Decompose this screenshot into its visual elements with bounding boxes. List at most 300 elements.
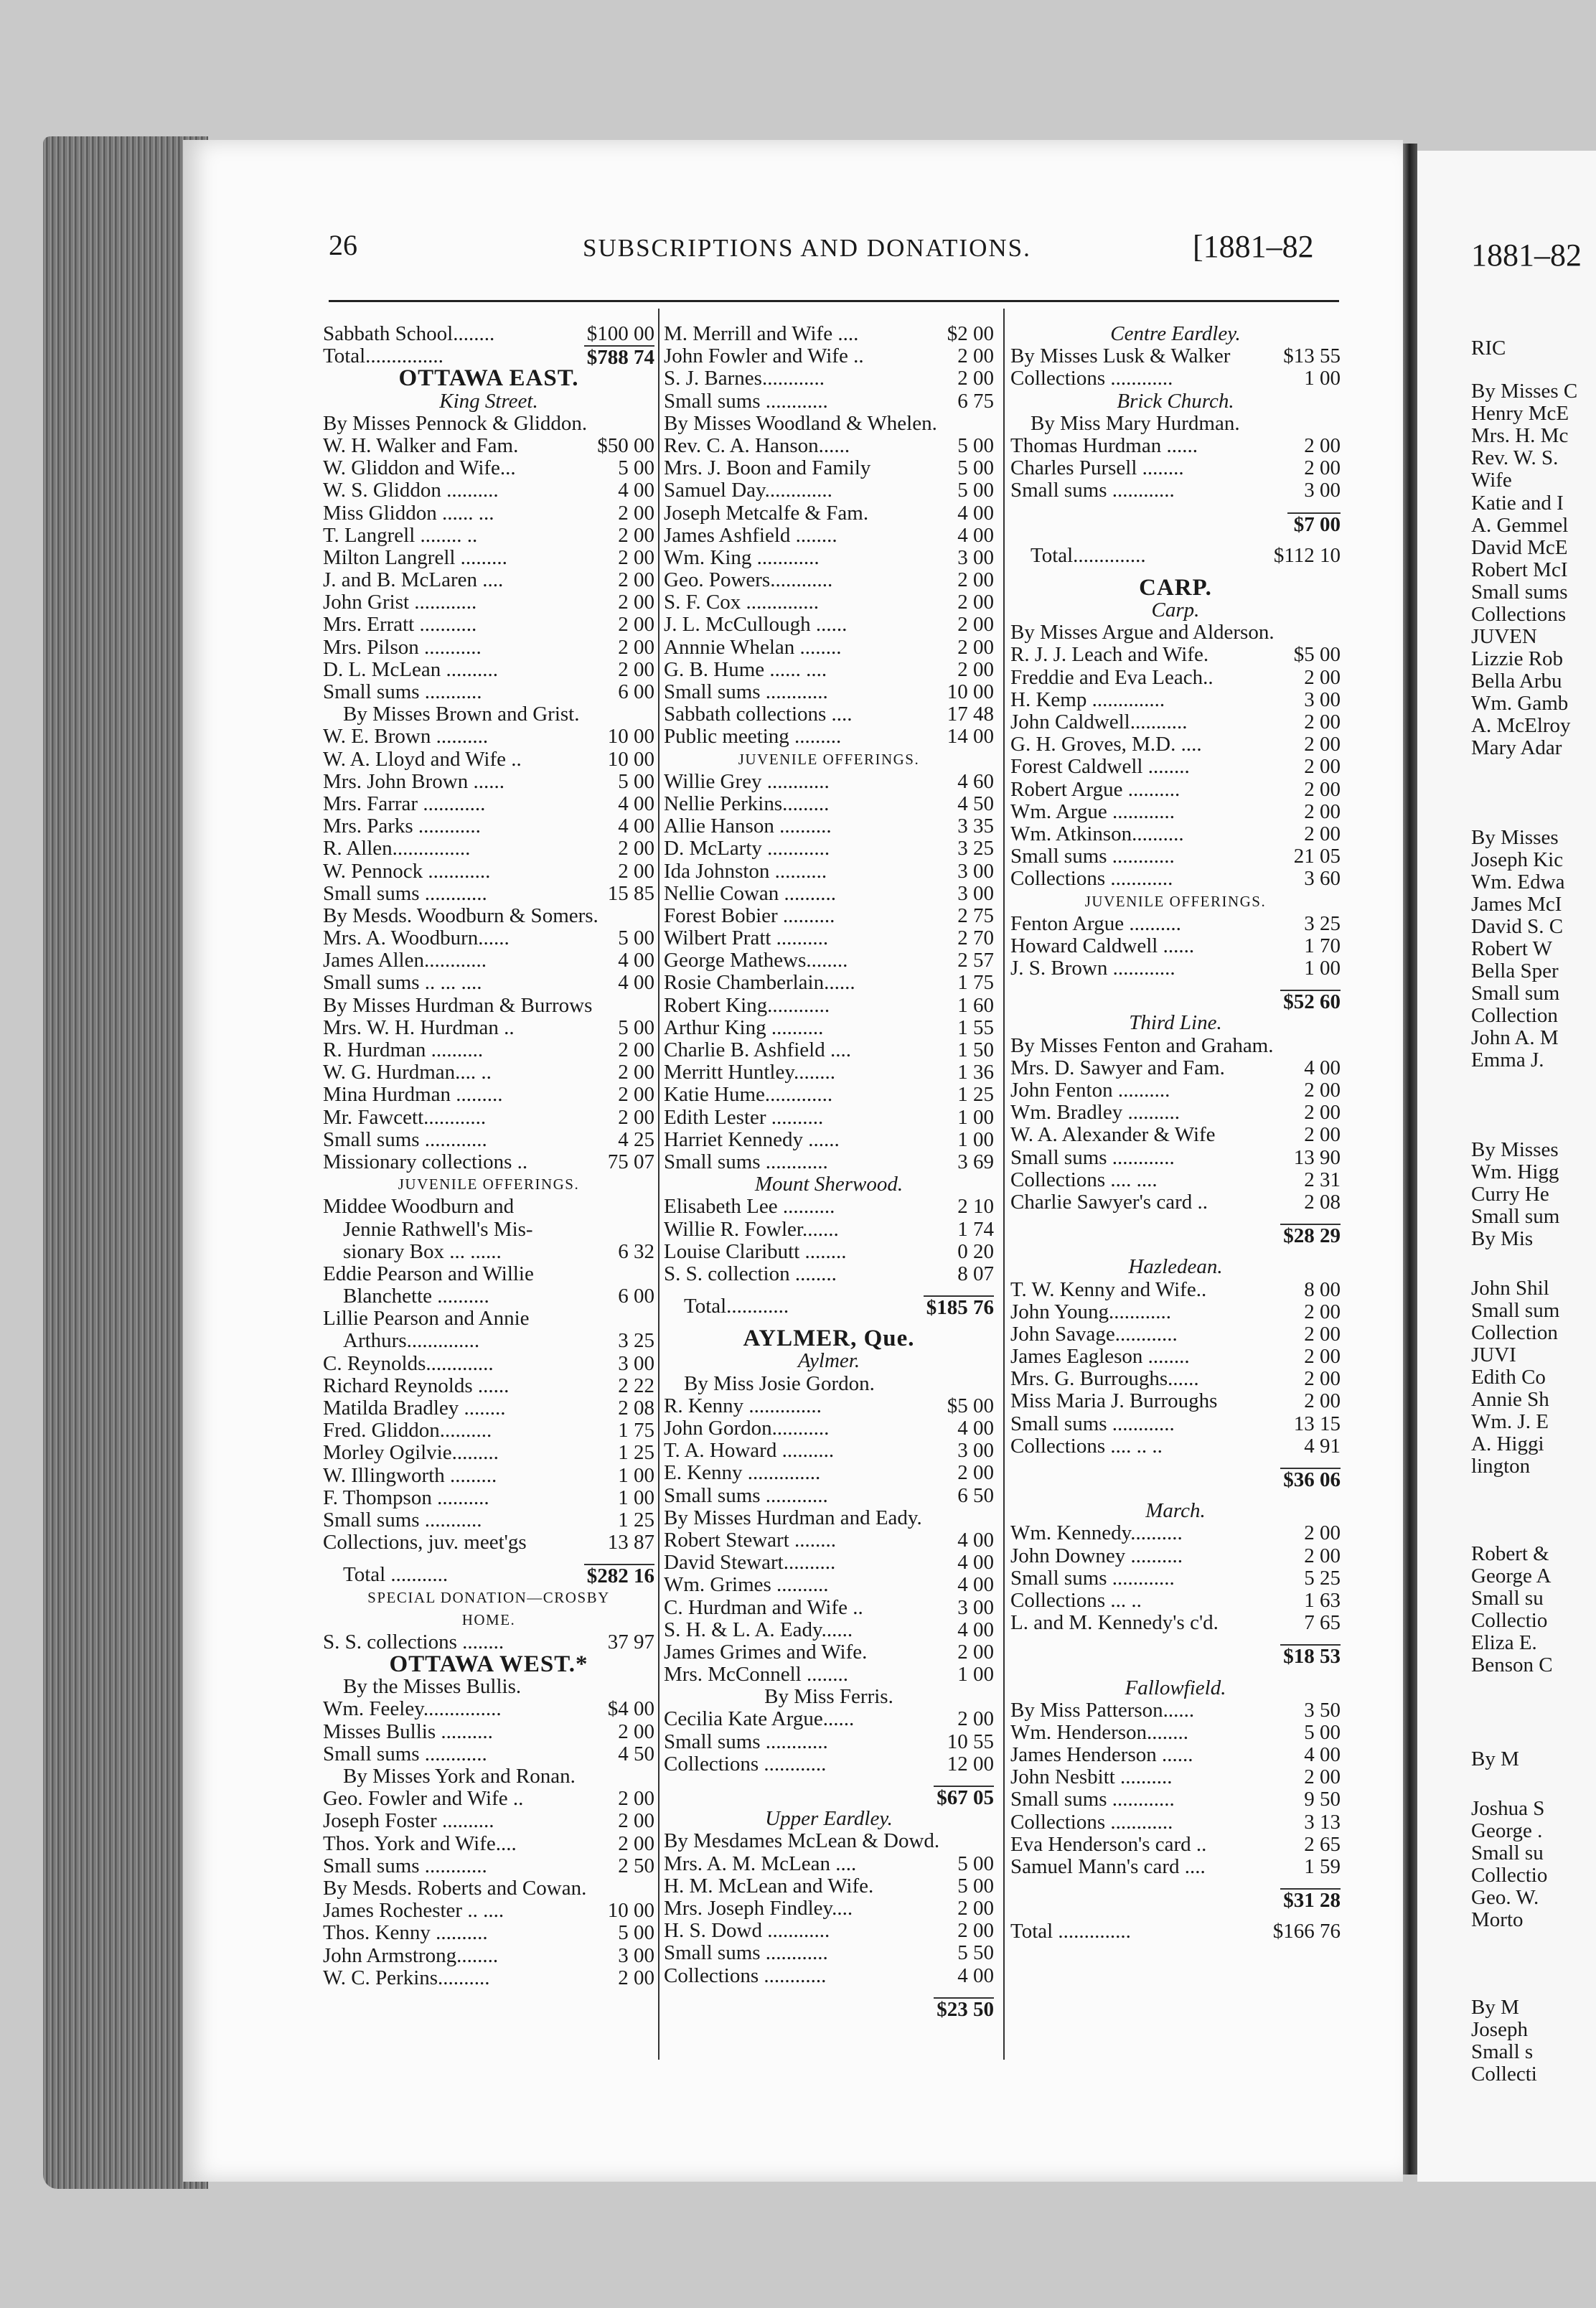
ledger-row: [664, 1039, 994, 1061]
ledger-row: [323, 1285, 654, 1308]
right-page-line: Morto: [1471, 1908, 1524, 1931]
entry-amount: 2 00: [618, 1966, 654, 1989]
entry-amount: 2 75: [957, 904, 994, 927]
entry-name: R. J. J. Leach and Wife.: [1010, 644, 1209, 667]
entry-amount: $23 50: [934, 1997, 994, 2020]
right-page-line: Katie and I: [1471, 492, 1564, 515]
entry-name: Forest Caldwell ........: [1010, 756, 1190, 779]
entry-amount: 3 00: [1304, 479, 1341, 502]
entry-amount: 2 00: [618, 1787, 654, 1811]
ledger-row: [1010, 1766, 1341, 1788]
entry-amount: 2 00: [1304, 1322, 1341, 1346]
entry-amount: 1 74: [957, 1217, 994, 1241]
entry-name: Blanchette ..........: [343, 1285, 489, 1308]
spacer: [1010, 1878, 1341, 1888]
entry-amount: 5 00: [618, 1921, 654, 1945]
ledger-row: [1010, 779, 1341, 801]
ledger-row: [1010, 1612, 1341, 1634]
ledger-row: [1010, 1169, 1341, 1191]
ledger-row: [323, 1564, 654, 1586]
ledger-row: [1010, 1124, 1341, 1146]
ledger-row: [1010, 367, 1341, 390]
entry-name: Willie R. Fowler.......: [664, 1218, 839, 1241]
ledger-row: [664, 591, 994, 614]
entry-amount: 1 55: [957, 1015, 994, 1039]
right-page-line: Small su: [1471, 1842, 1544, 1864]
collector-line: By Misses Hurdman and Eady.: [664, 1506, 922, 1529]
entry-amount: 2 00: [618, 1809, 654, 1833]
right-page-line: By M: [1471, 1996, 1519, 2019]
ledger-row: [323, 1330, 654, 1352]
ledger-row: [664, 1017, 994, 1039]
ledger-row: [323, 1810, 654, 1832]
subsection-heading: Fallowfield.: [1125, 1676, 1226, 1699]
entry-name: John Nesbitt ..........: [1010, 1766, 1173, 1789]
entry-name: Collections ............: [1010, 367, 1173, 390]
entry-amount: 6 50: [957, 1483, 994, 1507]
ledger-row: [1010, 711, 1341, 733]
entry-name: [1010, 1224, 1280, 1246]
ledger-row: [1010, 1888, 1341, 1913]
right-page-line: George .: [1471, 1819, 1543, 1842]
ledger-row: [1010, 957, 1341, 980]
entry-name: R. Hurdman ..........: [323, 1039, 484, 1061]
entry-amount: 3 50: [1304, 1698, 1341, 1722]
entry-amount: 4 00: [957, 1528, 994, 1552]
ledger-row: [664, 726, 994, 748]
ledger-row: [1010, 1147, 1341, 1169]
entry-name: Joseph Foster ..........: [323, 1810, 494, 1833]
ledger-row: [323, 1353, 654, 1375]
ledger-row: [1010, 1699, 1341, 1722]
entry-name: Milton Langrell .........: [323, 546, 507, 569]
column-3: [1010, 323, 1341, 1943]
entry-name: Annnie Whelan ........: [664, 636, 842, 659]
entry-amount: 13 15: [1293, 1412, 1341, 1435]
spacer: [1010, 1667, 1341, 1677]
ledger-row: [323, 1945, 654, 1967]
entry-name: Mrs. Parks ............: [323, 815, 481, 838]
ledger-row: [664, 614, 994, 636]
entry-amount: $50 00: [597, 433, 654, 457]
entry-name: Eva Henderson's card ..: [1010, 1833, 1207, 1856]
entry-name: Small sums ............: [664, 1150, 828, 1173]
entry-name: Mrs. D. Sawyer and Fam.: [1010, 1056, 1225, 1079]
entry-name: W. Illingworth .........: [323, 1464, 497, 1487]
entry-name: Mrs. G. Burroughs......: [1010, 1368, 1199, 1391]
entry-name: Mrs. John Brown ......: [323, 770, 504, 793]
ledger-row: [664, 905, 994, 927]
right-page-line: Mrs. H. Mc: [1471, 424, 1569, 447]
entry-amount: 2 00: [618, 635, 654, 659]
ledger-row: [323, 927, 654, 949]
collector-line: By Miss Ferris.: [764, 1686, 893, 1709]
entry-amount: 8 07: [957, 1262, 994, 1285]
entry-amount: 10 00: [607, 747, 654, 771]
entry-amount: 13 90: [1293, 1145, 1341, 1169]
spacer: [1010, 1634, 1341, 1644]
spacer: [1010, 1214, 1341, 1224]
ledger-row: [1010, 689, 1341, 711]
ledger-row: [664, 1151, 994, 1173]
entry-amount: $36 06: [1280, 1468, 1341, 1490]
right-page-line: Collection: [1471, 1321, 1558, 1344]
entry-name: Miss Maria J. Burroughs: [1010, 1390, 1218, 1413]
category-label: SPECIAL DONATION—CROSBY: [367, 1588, 610, 1606]
ledger-row: [323, 883, 654, 905]
ledger-row: [1010, 1920, 1341, 1943]
right-page-line: Mary Adar: [1471, 736, 1562, 759]
right-page-line: A. Gemmel: [1471, 514, 1569, 537]
entry-amount: 2 00: [1304, 1389, 1341, 1413]
ledger-row: [664, 457, 994, 479]
ledger-row: [323, 815, 654, 838]
entry-amount: 2 00: [1304, 1300, 1341, 1323]
right-page-line: Bella Sper: [1471, 960, 1559, 982]
ledger-row: [323, 1061, 654, 1084]
right-page-line: Robert W: [1471, 937, 1553, 960]
subsection-heading: Carp.: [1151, 599, 1200, 622]
right-page-line: Joseph Kic: [1471, 848, 1564, 871]
entry-amount: 5 00: [957, 433, 994, 457]
entry-amount: $112 10: [1273, 543, 1341, 567]
entry-amount: 3 00: [957, 859, 994, 883]
entry-name: J. and B. McLaren ....: [323, 569, 504, 592]
entry-amount: 3 60: [1304, 867, 1341, 891]
right-page-line: Rev. W. S.: [1471, 446, 1559, 469]
entry-amount: 2 00: [1304, 1521, 1341, 1545]
ledger-row: [323, 1531, 654, 1554]
ledger-row: [664, 1084, 994, 1106]
ledger-row: [1010, 1301, 1341, 1323]
entry-name: R. Allen...............: [323, 838, 471, 860]
ledger-row: [664, 1529, 994, 1552]
entry-name: S. J. Barnes............: [664, 367, 825, 390]
entry-amount: 2 00: [1304, 755, 1341, 779]
ledger-row: [323, 1487, 654, 1509]
ledger-row: [1010, 512, 1341, 535]
entry-name: H. S. Dowd ............: [664, 1920, 830, 1943]
entry-name: Small sums ............: [1010, 845, 1175, 868]
entry-amount: $5 00: [947, 1394, 994, 1417]
entry-name: W. G. Hurdman.... ..: [323, 1061, 492, 1084]
ledger-row: [664, 860, 994, 883]
entry-amount: $67 05: [934, 1786, 994, 1808]
entry-name: Robert King............: [664, 994, 830, 1017]
entry-amount: 2 00: [1304, 1079, 1341, 1102]
ledger-row: [664, 703, 994, 726]
ledger-row: [664, 390, 994, 413]
ledger-row: [323, 614, 654, 636]
entry-name: Thos. Kenny ..........: [323, 1922, 488, 1945]
entry-name: W. S. Gliddon ..........: [323, 479, 499, 502]
ledger-row: [664, 1597, 994, 1619]
entry-amount: 0 20: [957, 1239, 994, 1263]
ledger-row: [323, 681, 654, 703]
ledger-row: [1010, 1079, 1341, 1102]
entry-amount: 1 63: [1304, 1588, 1341, 1612]
entry-name: H. M. McLean and Wife.: [664, 1875, 874, 1897]
ledger-row: [664, 479, 994, 502]
entry-name: Small sums ............: [323, 1742, 487, 1765]
spacer: [664, 1775, 994, 1786]
ledger-row: [664, 771, 994, 793]
right-page-line: By Misses C: [1471, 380, 1578, 403]
right-page-line: David McE: [1471, 536, 1568, 559]
entry-amount: 2 00: [618, 657, 654, 681]
entry-name: Mrs. Farrar ............: [323, 792, 486, 815]
entry-name: John Downey ..........: [1010, 1544, 1183, 1567]
right-page-line: John Shil: [1471, 1277, 1549, 1300]
ledger-row: [1010, 845, 1341, 868]
collector-line: By Mesdames McLean & Dowd.: [664, 1830, 940, 1853]
entry-amount: 3 00: [957, 1439, 994, 1463]
ledger-row: [664, 681, 994, 703]
entry-name: Collections, juv. meet'gs: [323, 1531, 527, 1554]
entry-name: Thomas Hurdman ......: [1010, 434, 1198, 457]
entry-amount: 2 00: [618, 568, 654, 592]
entry-amount: 6 00: [618, 1285, 654, 1308]
ledger-row: [1010, 1191, 1341, 1214]
ledger-row: [664, 1897, 994, 1920]
ledger-row: [664, 1786, 994, 1808]
entry-name: Louise Claributt ........: [664, 1240, 847, 1263]
ledger-row: [323, 1721, 654, 1743]
ledger-row: [323, 949, 654, 972]
entry-amount: 5 00: [1304, 1720, 1341, 1744]
column-separator: [1003, 309, 1005, 2060]
ledger-row: [1010, 1744, 1341, 1766]
right-page-line: Benson C: [1471, 1653, 1553, 1676]
right-page-line: George A: [1471, 1565, 1552, 1587]
entry-name: Wm. Henderson........: [1010, 1721, 1189, 1744]
entry-amount: 5 00: [957, 479, 994, 502]
ledger-row: [1010, 913, 1341, 935]
entry-amount: 10 00: [947, 680, 994, 703]
spacer: [323, 1554, 654, 1564]
entry-amount: 2 00: [618, 1831, 654, 1855]
entry-name: Mrs. A. Woodburn......: [323, 927, 510, 950]
entry-amount: 1 00: [618, 1463, 654, 1487]
entry-name: Wm. Atkinson..........: [1010, 822, 1184, 845]
ledger-row: [664, 1920, 994, 1942]
ledger-row: [664, 838, 994, 860]
entry-amount: 3 00: [618, 1943, 654, 1967]
entry-name: S. H. & L. A. Eady......: [664, 1618, 853, 1641]
spacer: [1010, 980, 1341, 990]
entry-amount: 4 00: [957, 1551, 994, 1575]
spacer: [1010, 1490, 1341, 1500]
entry-name: Collections .... .. ..: [1010, 1435, 1163, 1458]
entry-amount: 2 00: [957, 635, 994, 659]
ledger-row: [323, 1397, 654, 1420]
entry-name: Wm. Argue ............: [1010, 800, 1175, 823]
ledger-row: [323, 1442, 654, 1464]
entry-name: Thos. York and Wife....: [323, 1832, 517, 1855]
ledger-row: [1010, 733, 1341, 756]
entry-amount: 7 65: [1304, 1611, 1341, 1635]
entry-name: W. A. Alexander & Wife: [1010, 1124, 1216, 1147]
ledger-row: [1010, 1567, 1341, 1590]
entry-amount: 21 05: [1293, 845, 1341, 868]
entry-name: Sabbath School........: [323, 323, 495, 345]
entry-name: Small sums ............: [1010, 1412, 1175, 1435]
ledger-row: [664, 1241, 994, 1263]
entry-name: Willie Grey ............: [664, 770, 830, 793]
ledger-row: [323, 323, 654, 345]
section-heading: AYLMER, Que.: [743, 1328, 915, 1351]
entry-amount: 3 13: [1304, 1810, 1341, 1834]
entry-amount: 8 00: [1304, 1277, 1341, 1301]
entry-name: Small sums ............: [1010, 1146, 1175, 1169]
entry-amount: 2 00: [618, 613, 654, 637]
entry-name: Mina Hurdman .........: [323, 1084, 503, 1107]
right-page-line: Wm. Higg: [1471, 1160, 1559, 1183]
ledger-row: [323, 1151, 654, 1173]
entry-name: By Miss Patterson......: [1010, 1699, 1195, 1722]
ledger-row: [1010, 1522, 1341, 1544]
entry-name: By Misses Lusk & Walker: [1010, 345, 1231, 368]
ledger-row: [664, 1417, 994, 1440]
ledger-row: [323, 1855, 654, 1877]
entry-name: David Stewart..........: [664, 1552, 836, 1575]
right-page-line: Collecti: [1471, 2063, 1537, 2086]
subsection-heading: Mount Sherwood.: [754, 1173, 903, 1196]
entry-name: Geo. Fowler and Wife ..: [323, 1788, 524, 1811]
spacer: [1010, 567, 1341, 577]
book-gutter: [1403, 144, 1417, 2175]
entry-amount: 4 00: [957, 1417, 994, 1440]
entry-amount: 15 85: [607, 881, 654, 905]
ledger-row: [664, 1219, 994, 1241]
entry-name: Total...............: [323, 345, 443, 368]
subsection-heading: King Street.: [439, 390, 538, 413]
entry-amount: $7 00: [1287, 512, 1341, 535]
ledger-row: [664, 525, 994, 547]
ledger-row: [1010, 479, 1341, 502]
entry-amount: 17 48: [947, 703, 994, 726]
ledger-row: [323, 525, 654, 547]
entry-amount: 3 25: [957, 837, 994, 860]
entry-amount: 10 00: [607, 725, 654, 749]
entry-amount: 4 00: [957, 1964, 994, 1987]
entry-name: W. Gliddon and Wife...: [323, 457, 516, 480]
right-page-line: lington: [1471, 1455, 1531, 1478]
entry-amount: 4 00: [618, 479, 654, 502]
entry-name: G. B. Hume ...... ....: [664, 658, 827, 681]
ledger-row: [323, 1017, 654, 1039]
right-page-line: By Misses: [1471, 1138, 1559, 1161]
entry-name: Mrs. Erratt ...........: [323, 614, 477, 637]
right-page-line: A. McElroy: [1471, 714, 1571, 737]
entry-amount: 2 00: [618, 859, 654, 883]
ledger-row: [1010, 1834, 1341, 1856]
entry-name: Missionary collections ..: [323, 1150, 528, 1173]
entry-name: T. W. Kenny and Wife..: [1010, 1278, 1207, 1301]
entry-amount: 3 69: [957, 1150, 994, 1173]
entry-name: Freddie and Eva Leach..: [1010, 666, 1214, 689]
spacer: [1010, 535, 1341, 545]
entry-amount: 2 08: [1304, 1190, 1341, 1214]
ledger-row: [664, 1641, 994, 1664]
entry-name: James Allen............: [323, 949, 487, 972]
ledger-row: [323, 1833, 654, 1855]
collector-line: Eddie Pearson and Willie: [323, 1262, 534, 1285]
entry-amount: 2 70: [957, 927, 994, 950]
entry-name: Collections ............: [664, 1964, 827, 1987]
entry-amount: 9 50: [1304, 1788, 1341, 1811]
category-label: JUVENILE OFFERINGS.: [398, 1176, 580, 1193]
header-rule: [329, 300, 1339, 302]
entry-amount: 4 50: [618, 1742, 654, 1765]
ledger-row: [323, 1375, 654, 1397]
entry-name: Katie Hume.............: [664, 1084, 833, 1107]
ledger-row: [664, 1965, 994, 1987]
entry-name: John Gordon...........: [664, 1417, 830, 1440]
entry-amount: 6 32: [618, 1239, 654, 1263]
ledger-row: [323, 1509, 654, 1531]
entry-amount: $100 00: [586, 322, 654, 345]
subsection-heading: March.: [1145, 1500, 1206, 1523]
ledger-row: [664, 659, 994, 681]
ledger-row: [1010, 545, 1341, 567]
ledger-row: [323, 435, 654, 457]
ledger-row: [323, 771, 654, 793]
entry-name: T. Langrell ........ ..: [323, 524, 478, 547]
ledger-row: [323, 749, 654, 771]
spacer: [1010, 1458, 1341, 1468]
ledger-row: [323, 1900, 654, 1922]
ledger-row: [1010, 823, 1341, 845]
ledger-row: [664, 323, 994, 345]
ledger-row: [323, 457, 654, 479]
collector-line: By Misses Hurdman & Burrows: [323, 994, 593, 1017]
ledger-row: [323, 1039, 654, 1061]
entry-amount: 4 00: [957, 1573, 994, 1597]
entry-name: Mrs. A. M. McLean ....: [664, 1852, 857, 1875]
entry-name: T. A. Howard ..........: [664, 1440, 835, 1463]
entry-name: Wm. Bradley ..........: [1010, 1102, 1180, 1125]
ledger-row: [1010, 1644, 1341, 1669]
right-page-line: Small su: [1471, 1587, 1544, 1610]
ledger-row: [1010, 801, 1341, 823]
right-page-line: David S. C: [1471, 915, 1564, 938]
ledger-row: [664, 367, 994, 390]
entry-amount: 2 00: [618, 837, 654, 860]
ledger-row: [1010, 1811, 1341, 1834]
ledger-row: [1010, 1468, 1341, 1490]
entry-name: John Grist ............: [323, 591, 477, 614]
right-page-line: Wm. J. E: [1471, 1410, 1549, 1433]
entry-amount: 37 97: [607, 1630, 654, 1653]
entry-amount: 2 00: [618, 545, 654, 569]
collector-line: By Misses Fenton and Graham.: [1010, 1034, 1274, 1057]
entry-amount: 3 00: [957, 881, 994, 905]
right-page-line: Collections: [1471, 603, 1567, 626]
entry-name: Small sums ............: [664, 681, 828, 703]
ledger-row: [664, 1574, 994, 1596]
entry-amount: $18 53: [1280, 1644, 1341, 1666]
ledger-row: [323, 1698, 654, 1720]
ledger-row: [323, 591, 654, 614]
right-page-line: Curry He: [1471, 1183, 1549, 1206]
entry-name: John Fenton ..........: [1010, 1079, 1170, 1102]
entry-name: Mrs. W. H. Hurdman ..: [323, 1016, 515, 1039]
entry-amount: 4 00: [618, 792, 654, 815]
entry-name: W. H. Walker and Fam.: [323, 434, 519, 457]
entry-name: Howard Caldwell ......: [1010, 934, 1195, 957]
entry-amount: 1 25: [957, 1083, 994, 1107]
